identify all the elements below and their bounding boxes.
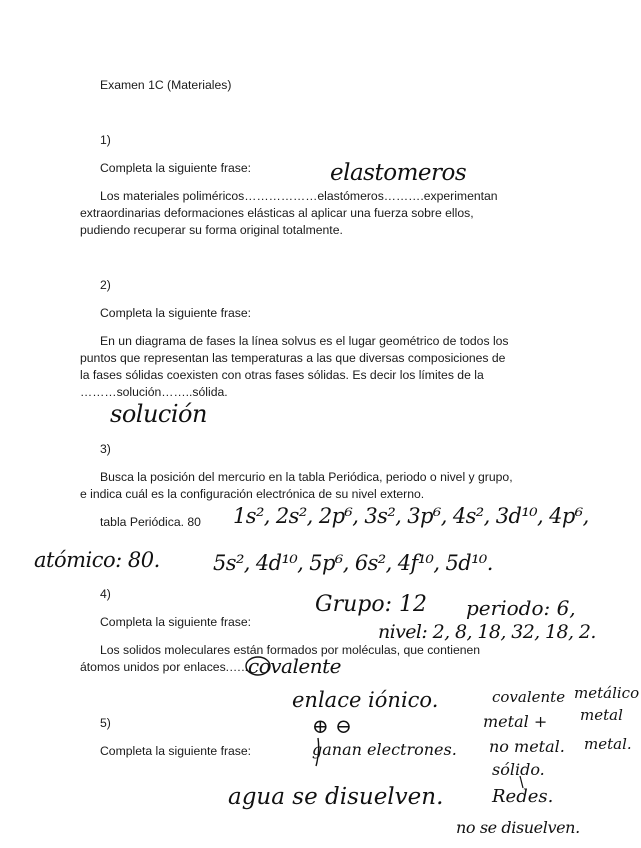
question-2-text-line: la fases sólidas coexisten con otras fases sólidas. Es decir los límites de la — [80, 368, 484, 382]
question-2-text-line: puntos que representan las temperaturas a las que diversas composiciones de — [80, 351, 506, 365]
handwritten-note-metal-plus: metal + — [483, 712, 548, 731]
question-4-instruction: Completa la siguiente frase: — [100, 615, 252, 629]
handwritten-note-ganan-electrones: ganan electrones. — [312, 740, 457, 759]
question-3-text-line: Busca la posición del mercurio en la tabla Periódica, periodo o nivel y grupo, — [100, 470, 513, 484]
question-2-text-line: ………solución……..sólida. — [80, 385, 228, 399]
handwritten-note-no-metal: no metal. — [489, 737, 565, 756]
handwritten-note-redes: Redes. — [492, 786, 554, 807]
handwritten-note-agua: agua se disuelven. — [228, 784, 444, 810]
handwritten-atomic-number: atómico: 80. — [34, 548, 160, 572]
question-5-instruction: Completa la siguiente frase: — [100, 744, 252, 758]
question-2-instruction: Completa la siguiente frase: — [100, 306, 252, 320]
question-1-text-line: pudiendo recuperar su forma original totalmente. — [80, 223, 343, 237]
question-number-1: 1) — [100, 133, 111, 147]
page-title: Examen 1C (Materiales) — [100, 78, 232, 92]
question-3-text-line: e indica cuál es la configuración electrónica de su nivel externo. — [80, 487, 425, 501]
handwritten-electron-config-1: 1s², 2s², 2p⁶, 3s², 3p⁶, 4s², 3d¹⁰, 4p⁶, — [233, 504, 589, 528]
question-2-text-line: En un diagrama de fases la línea solvus es el lugar geométrico de todos los — [100, 334, 509, 348]
handwritten-group: Grupo: 12 — [315, 592, 427, 617]
handwritten-period: periodo: 6, — [466, 596, 576, 620]
question-number-5: 5) — [100, 716, 111, 730]
handwritten-note-no-se-disuelven: no se disuelven. — [456, 818, 580, 837]
question-4-text-line: Los solidos moleculares están formados por moléculas, que contienen — [100, 643, 481, 657]
handwritten-levels: nivel: 2, 8, 18, 32, 18, 2. — [378, 621, 596, 643]
handwritten-electron-config-2: 5s², 4d¹⁰, 5p⁶, 6s², 4f¹⁰, 5d¹⁰. — [213, 551, 493, 575]
question-number-4: 4) — [100, 587, 111, 601]
handwritten-note-enlace-ionico: enlace iónico. — [292, 688, 439, 712]
question-number-3: 3) — [100, 442, 111, 456]
question-4-text-line: átomos unidos por enlaces.….. — [80, 660, 249, 674]
handwritten-note-covalente: covalente — [492, 688, 566, 706]
handwritten-note-solido: sólido. — [492, 760, 545, 779]
handwritten-note-metalico: metálico — [574, 684, 640, 702]
handwritten-answer-2: solución — [110, 400, 207, 428]
question-1-text-line: extraordinarias deformaciones elásticas al aplicar una fuerza sobre ellos, — [80, 206, 474, 220]
handwritten-answer-1: elastomeros — [330, 160, 467, 186]
handwritten-note-metal: metal — [580, 706, 623, 724]
question-1-text-line: Los materiales poliméricos………………elastómeros……….experimentan — [100, 189, 498, 203]
question-1-instruction: Completa la siguiente frase: — [100, 161, 252, 175]
handwritten-charge-symbols: ⊕ ⊖ — [312, 714, 352, 738]
handwritten-note-metal: metal. — [584, 735, 632, 753]
handwritten-answer-4: covalente — [248, 654, 341, 678]
question-number-2: 2) — [100, 278, 111, 292]
question-3-text-line: tabla Periódica. 80 — [100, 515, 201, 529]
